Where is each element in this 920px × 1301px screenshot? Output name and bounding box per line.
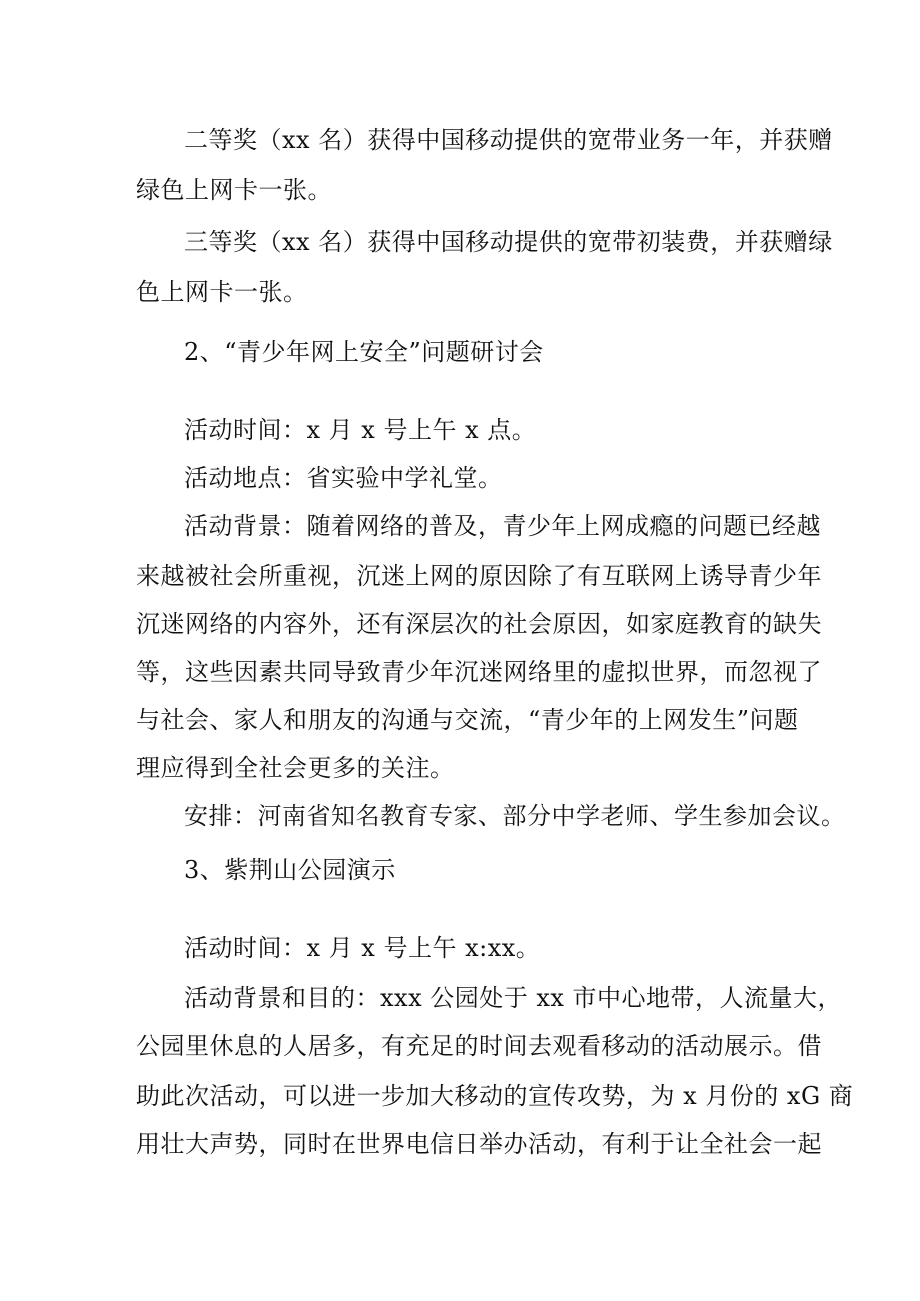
section2-arrangement: 安排：河南省知名教育专家、部分中学老师、学生参加会议。 <box>184 802 846 830</box>
section3-background-line: 用壮大声势，同时在世界电信日举办活动，有利于让全社会一起 <box>136 1130 822 1158</box>
section2-background-line: 等，这些因素共同导致青少年沉迷网络里的虚拟世界，而忽视了 <box>136 658 822 686</box>
prize2-line1: 二等奖（xx 名）获得中国移动提供的宽带业务一年，并获赠 <box>184 126 833 154</box>
section3-background-line: 公园里休息的人居多，有充足的时间去观看移动的活动展示。借 <box>136 1032 822 1060</box>
prize3-line1: 三等奖（xx 名）获得中国移动提供的宽带初装费，并获赠绿 <box>184 228 833 256</box>
section2-time: 活动时间：x 月 x 号上午 x 点。 <box>184 416 537 444</box>
section2-background-line: 活动背景：随着网络的普及，青少年上网成瘾的问题已经越 <box>184 512 821 540</box>
section2-background-line: 与社会、家人和朋友的沟通与交流，“青少年的上网发生”问题 <box>136 706 799 734</box>
section2-background-line: 理应得到全社会更多的关注。 <box>136 754 455 782</box>
section2-place: 活动地点：省实验中学礼堂。 <box>184 464 503 492</box>
section3-time: 活动时间：x 月 x 号上午 x:xx。 <box>184 934 541 962</box>
section2-background-line: 来越被社会所重视，沉迷上网的原因除了有互联网上诱导青少年 <box>136 562 822 590</box>
section3-heading: 3、紫荆山公园演示 <box>184 856 396 884</box>
section3-background-line: 助此次活动，可以进一步加大移动的宣传攻势，为 x 月份的 xG 商 <box>136 1082 854 1110</box>
prize3-line2: 色上网卡一张。 <box>136 278 308 306</box>
section2-background-line: 沉迷网络的内容外，还有深层次的社会原因，如家庭教育的缺失 <box>136 610 822 638</box>
section3-background-line: 活动背景和目的：xxx 公园处于 xx 市中心地带，人流量大， <box>184 984 843 1012</box>
section2-heading: 2、“青少年网上安全”问题研讨会 <box>184 338 544 366</box>
prize2-line2: 绿色上网卡一张。 <box>136 176 332 204</box>
